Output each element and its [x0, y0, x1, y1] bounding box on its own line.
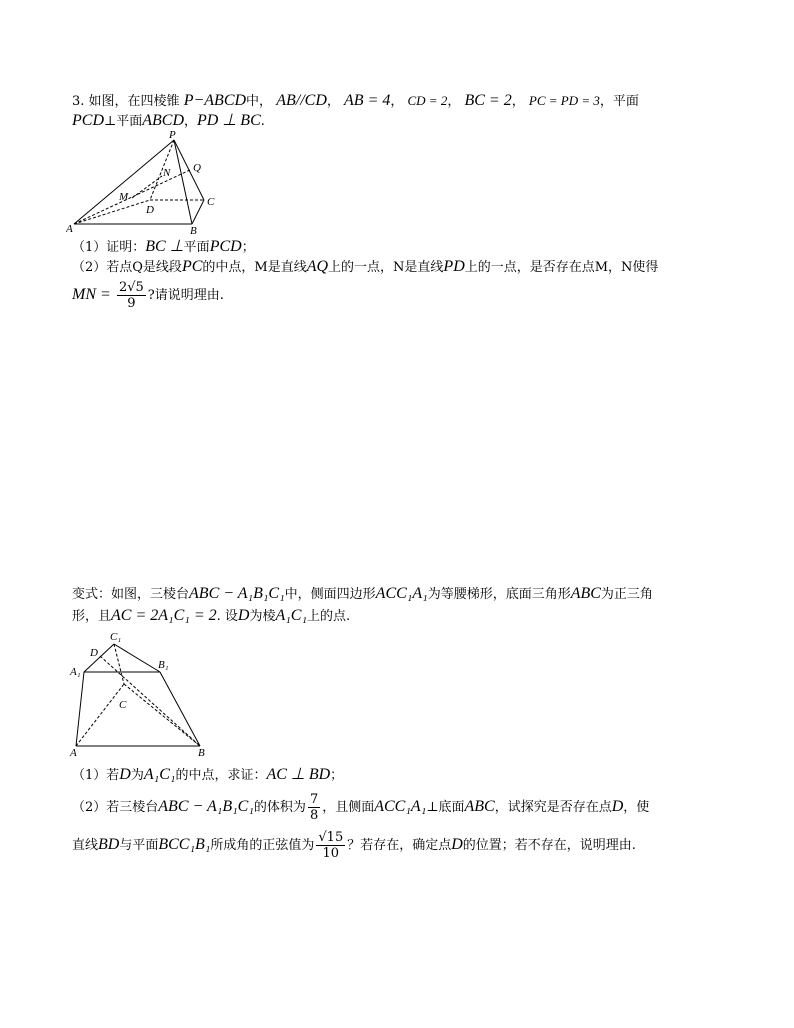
problem1-question2-cont	[72, 280, 224, 311]
face-acc1a1: ACC₁A₁	[374, 798, 427, 815]
segment-pc: PC	[181, 258, 203, 275]
edge-ad	[74, 200, 150, 224]
text: .	[260, 114, 265, 129]
edge-bc	[124, 684, 200, 746]
text: 为正三角	[600, 587, 653, 602]
problem2-question2	[72, 790, 649, 825]
label-d: D	[90, 647, 98, 659]
problem2-question1	[72, 766, 343, 785]
edge-ap	[74, 140, 174, 224]
text: ，试探究是否存在点	[494, 800, 612, 815]
triangle-abc: ABC	[570, 585, 601, 602]
text: 为	[130, 768, 144, 783]
condition-ab-parallel-cd: AB//CD	[276, 92, 327, 109]
fraction-sqrt15-over-10	[316, 830, 345, 861]
expr-ac-perp-bd: AC ⊥ BD	[266, 766, 331, 783]
problem2-line1	[72, 585, 653, 604]
segment-mn	[132, 176, 162, 198]
plane-pcd: PCD	[209, 238, 242, 255]
point-d: D	[237, 607, 250, 624]
plane-abcd: ABCD	[142, 112, 185, 129]
text: ；	[241, 240, 255, 255]
text: ；	[330, 768, 344, 783]
text: 为等腰梯形，底面三角形	[427, 587, 571, 602]
text: ⊥平面	[104, 114, 143, 129]
edge-bb1	[160, 672, 200, 746]
text: 中，	[246, 94, 273, 109]
text: ？若存在，确定点	[347, 838, 452, 853]
text: ⊥底面	[426, 800, 465, 815]
problem-number: 3.	[72, 94, 85, 109]
condition-bc: BC = 2	[464, 92, 512, 109]
denominator: 9	[127, 296, 136, 311]
expr-bc-perp: BC ⊥	[145, 238, 184, 255]
text: 中，侧面四边形	[284, 587, 376, 602]
text: 上的一点，N是直线	[328, 260, 444, 275]
label-a: A	[66, 223, 73, 235]
text: （2）若点Q是线段	[72, 260, 182, 275]
segment-aq	[74, 170, 190, 224]
fraction-2sqrt5-over-9	[117, 280, 146, 311]
fraction-7-over-8	[308, 792, 320, 823]
numerator: √15	[318, 830, 344, 845]
text: ?请说明理由.	[147, 288, 224, 303]
text: 上的一点，是否存在点M，N使得	[464, 260, 659, 275]
condition-cd: CD = 2	[407, 93, 448, 108]
segment-bd	[100, 656, 200, 746]
expr-mn: MN =	[72, 286, 111, 303]
label-c: C	[119, 699, 127, 711]
text: 平面	[183, 240, 210, 255]
text: 的中点，M是直线	[202, 260, 307, 275]
label-a: A	[70, 747, 77, 758]
problem1-question1	[72, 238, 255, 257]
text: 的中点，求证：	[175, 768, 267, 783]
text: ，平面	[599, 94, 639, 109]
frustum-name: ABC − A₁B₁C₁	[158, 798, 254, 815]
numerator: 7	[309, 792, 319, 807]
problem1-line1: 3. 如图，在四棱锥 P−ABCD中， AB//CD， AB = 4， CD = 2， BC = 2， PC = PD = 3，平面	[72, 92, 639, 109]
point-d: D	[611, 798, 624, 815]
problem2-line2	[72, 607, 350, 626]
triangle-abc: ABC	[464, 798, 495, 815]
text: 直线	[72, 838, 99, 853]
face-acc1a1: ACC₁A₁	[375, 585, 428, 602]
label-q: Q	[193, 162, 201, 174]
edge-a1c1: A₁C₁	[275, 607, 308, 624]
plane-pcd: PCD	[72, 112, 104, 129]
edge-pb	[174, 140, 192, 224]
frustum-figure	[66, 628, 216, 758]
label-m: M	[119, 191, 129, 203]
edge-cc1	[114, 644, 124, 684]
line-bd: BD	[98, 836, 120, 853]
point-d: D	[451, 836, 463, 853]
label-a1: A₁	[70, 666, 81, 678]
edge-c1b1	[114, 644, 160, 672]
label-d: D	[146, 204, 154, 216]
text: （2）若三棱台	[72, 800, 159, 815]
label-b: B	[190, 225, 197, 236]
text: . 设	[216, 609, 238, 624]
label-c1: C₁	[110, 631, 122, 643]
text: 上的点.	[307, 609, 351, 624]
text: （1）证明：	[72, 240, 146, 255]
frustum-name: ABC − A₁B₁C₁	[189, 585, 285, 602]
text: 的位置；若不存在，说明理由.	[462, 838, 636, 853]
problem2-question2-cont	[72, 828, 636, 863]
label-b1: B₁	[158, 659, 169, 671]
text: 与平面	[119, 838, 159, 853]
label-c: C	[207, 196, 215, 208]
condition-ac: AC = 2A₁C₁ = 2	[111, 607, 217, 624]
edge-aa1	[76, 672, 84, 746]
denominator: 8	[309, 808, 319, 823]
text: ，且侧面	[322, 800, 375, 815]
intro-text: 如图，在四棱锥	[88, 94, 180, 109]
numerator: 2√5	[118, 280, 144, 295]
text: 的体积为	[253, 800, 306, 815]
edge-a1c1: A₁C₁	[143, 766, 176, 783]
text: 变式：如图，三棱台	[72, 587, 190, 602]
denominator: 10	[322, 846, 340, 861]
problem1-question2	[72, 258, 658, 277]
plane-bcc1b1: BCC₁B₁	[158, 836, 211, 853]
line-pd: PD	[443, 258, 465, 275]
text: 为棱	[249, 609, 276, 624]
line-aq: AQ	[306, 258, 329, 275]
edge-ac	[76, 684, 124, 746]
edge-a1c1	[84, 644, 114, 672]
condition-ab: AB = 4	[344, 92, 391, 109]
text: （1）若	[72, 768, 120, 783]
solid-name: P−ABCD	[183, 92, 247, 109]
condition-pd-perp-bc: PD ⊥ BC	[197, 112, 261, 129]
label-n: N	[163, 167, 171, 179]
edge-pd	[150, 140, 174, 200]
label-b: B	[198, 747, 205, 758]
text: ，	[184, 114, 198, 129]
condition-pc-pd: PC = PD = 3	[528, 93, 600, 108]
label-p: P	[169, 129, 176, 141]
edge-bc	[192, 200, 204, 224]
text: 所成角的正弦值为	[210, 838, 315, 853]
text: ，使	[623, 800, 650, 815]
text: 形，且	[72, 609, 112, 624]
point-d: D	[119, 766, 131, 783]
pyramid-figure	[66, 128, 226, 236]
